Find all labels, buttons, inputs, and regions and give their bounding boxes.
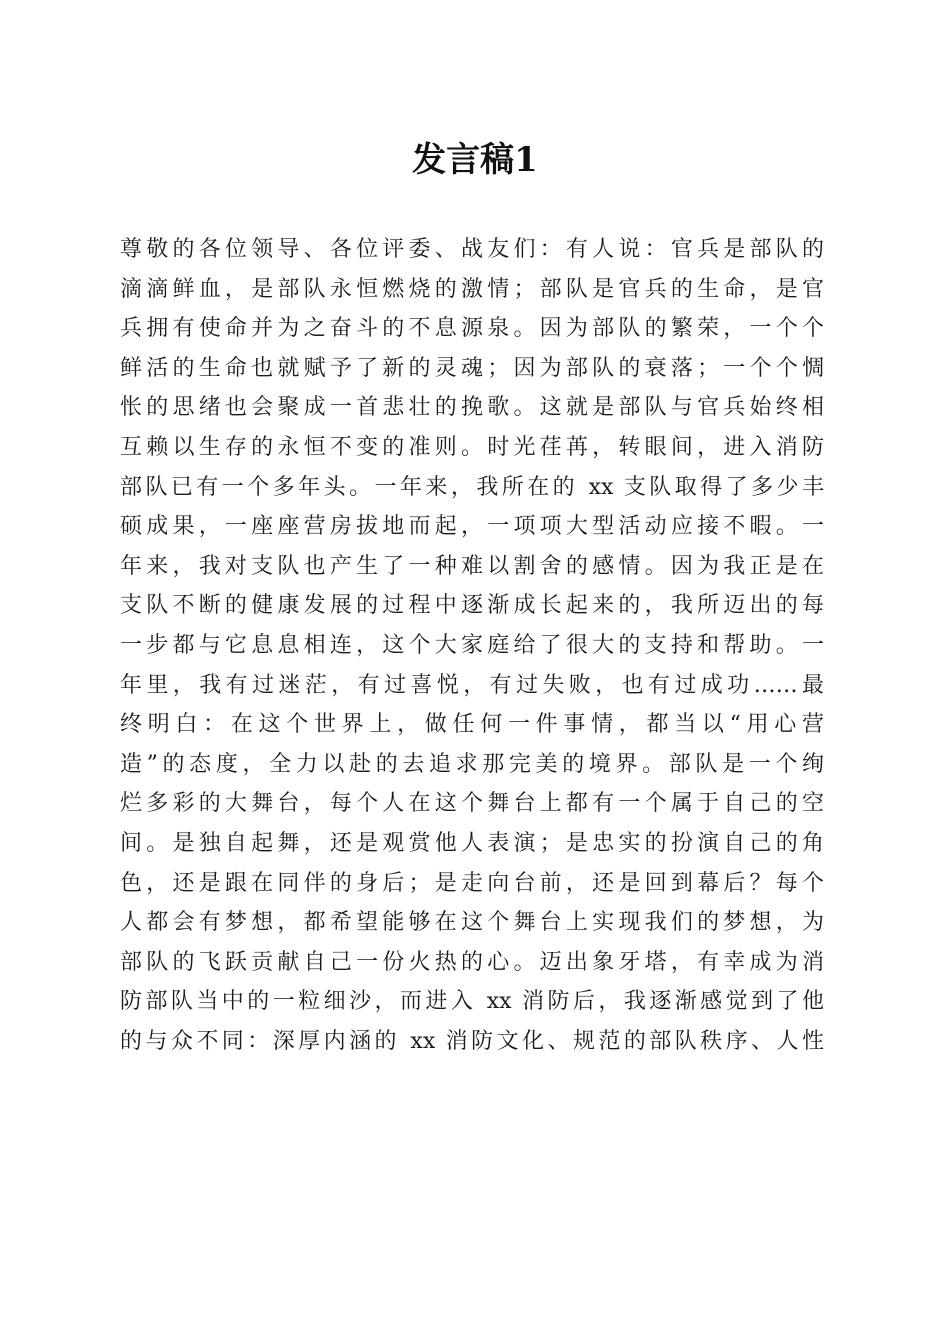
body-line: 色，还是跟在同伴的身后；是走向台前，还是回到幕后？每个 <box>120 870 824 896</box>
body-line: 年里，我有过迷茫，有过喜悦，有过失败，也有过成功……最 <box>120 672 824 698</box>
body-line: 间。是独自起舞，还是观赏他人表演；是忠实的扮演自己的角 <box>120 830 824 856</box>
body-line: 人都会有梦想，都希望能够在这个舞台上实现我们的梦想，为 <box>120 910 824 936</box>
document-body <box>120 230 824 1061</box>
body-line: 怅的思绪也会聚成一首悲壮的挽歌。这就是部队与官兵始终相 <box>120 395 824 421</box>
body-line: 支队不断的健康发展的过程中逐渐成长起来的，我所迈出的每 <box>120 593 824 619</box>
body-line: 尊敬的各位领导、各位评委、战友们：有人说：官兵是部队的 <box>120 237 824 262</box>
body-line: 部队已有一个多年头。一年来，我所在的 xx 支队取得了多少丰 <box>120 474 824 500</box>
body-line: 年来，我对支队也产生了一种难以割舍的感情。因为我正是在 <box>120 553 824 579</box>
body-line: 硕成果，一座座营房拔地而起，一项项大型活动应接不暇。一 <box>120 514 824 540</box>
body-line: 防部队当中的一粒细沙，而进入 xx 消防后，我逐渐感觉到了他 <box>120 989 824 1015</box>
body-line: 部队的飞跃贡献自己一份火热的心。迈出象牙塔，有幸成为消 <box>120 949 824 975</box>
body-line: 烂多彩的大舞台，每个人在这个舞台上都有一个属于自己的空 <box>120 791 824 817</box>
body-line: 鲜活的生命也就赋予了新的灵魂；因为部队的衰落；一个个惆 <box>120 355 824 381</box>
body-line: 滴滴鲜血，是部队永恒燃烧的激情；部队是官兵的生命，是官 <box>120 276 824 302</box>
body-line: 兵拥有使命并为之奋斗的不息源泉。因为部队的繁荣，一个个 <box>120 316 824 342</box>
body-line: 终明白：在这个世界上，做任何一件事情，都当以“用心营 <box>120 712 824 738</box>
document-title: 发言稿1 <box>412 140 538 180</box>
body-line: 的与众不同：深厚内涵的 xx 消防文化、规范的部队秩序、人性 <box>120 1028 824 1054</box>
body-line: 互赖以生存的永恒不变的准则。时光荏苒，转眼间，进入消防 <box>120 434 824 460</box>
body-line: 一步都与它息息相连，这个大家庭给了很大的支持和帮助。一 <box>120 632 824 658</box>
body-line: 造”的态度，全力以赴的去追求那完美的境界。部队是一个绚 <box>120 751 824 777</box>
